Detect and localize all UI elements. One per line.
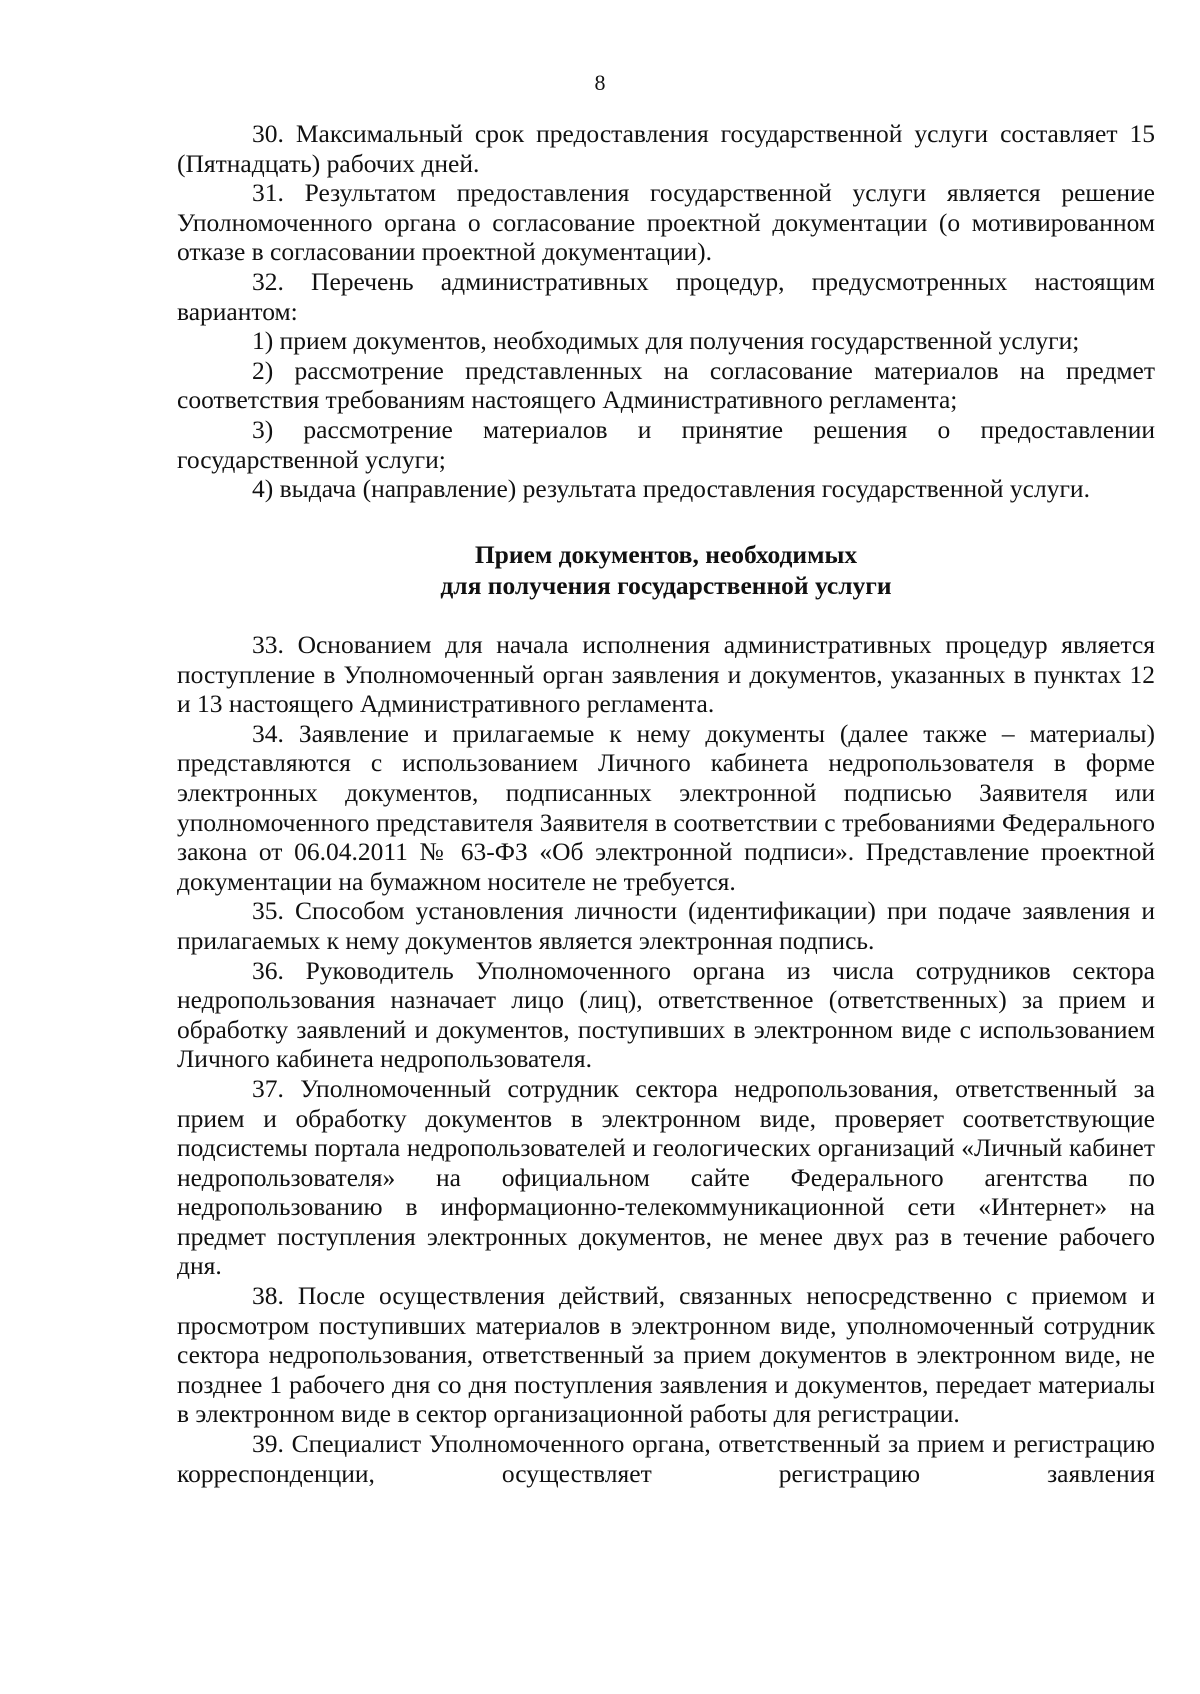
list-item-1: 1) прием документов, необходимых для получения государственной услуги;: [252, 326, 1080, 356]
section-heading-line-2: для получения государственной услуги: [440, 571, 892, 600]
section-heading: [177, 539, 1155, 601]
paragraph-38: 38. После осуществления действий, связанных непосредственно с приемом и просмотром поступивших материалов в электронном виде, уполномоченный сотрудник сектора недропользования, ответственный за прием документов в электронном виде, не позднее 1 рабочего дня со дня поступления заявления и документов, передает материалы в электронном виде в сектор организационной работы для регистрации.: [177, 1281, 1155, 1429]
paragraph-36: 36. Руководитель Уполномоченного органа из числа сотрудников сектора недропользования назначает лицо (лиц), ответственное (ответственных) за прием и обработку заявлений и документов, поступивших в электронном виде с использованием Личного кабинета недропользователя.: [177, 955, 1155, 1074]
paragraph-39: 39. Специалист Уполномоченного органа, ответственный за прием и регистрацию корреспонденции, осуществляет регистрацию заявления: [177, 1429, 1155, 1488]
procedure-paragraphs: [177, 119, 1155, 504]
paragraph-35: 35. Способом установления личности (идентификации) при подаче заявления и прилагаемых к нему документов является электронная подпись.: [177, 896, 1155, 955]
list-item-3: 3) рассмотрение материалов и принятие решения о предоставлении государственной услуги;: [177, 414, 1155, 474]
list-item-2: 2) рассмотрение представленных на согласование материалов на предмет соответствия требованиям настоящего Административного регламента;: [177, 355, 1155, 415]
section-heading-line-1: Прием документов, необходимых: [474, 540, 858, 569]
list-item-4: 4) выдача (направление) результата предоставления государственной услуги.: [252, 474, 1090, 504]
paragraph-32: 32. Перечень административных процедур, предусмотренных настоящим вариантом:: [177, 266, 1155, 326]
reception-paragraphs: [177, 630, 1155, 1488]
paragraph-34: 34. Заявление и прилагаемые к нему документы (далее также – материалы) представляются с использованием Личного кабинета недропользователя в форме электронных документов, подписанных электронной подписью Заявителя или уполномоченного представителя Заявителя в соответствии с требованиями Федерального закона от 06.04.2011 № 63-ФЗ «Об электронной подписи». Представление проектной документации на бумажном носителе не требуется.: [177, 718, 1155, 896]
paragraph-37: 37. Уполномоченный сотрудник сектора недропользования, ответственный за прием и обработку документов в электронном виде, проверяет соответствующие подсистемы портала недропользователей и геологических организаций «Личный кабинет недропользователя» на официальном сайте Федерального агентства по недропользованию в информационно-телекоммуникационной сети «Интернет» на предмет поступления электронных документов, не менее двух раз в течение рабочего дня.: [177, 1073, 1155, 1281]
paragraph-33: 33. Основанием для начала исполнения административных процедур является поступление в Уполномоченный орган заявления и документов, указанных в пунктах 12 и 13 настоящего Административного регламента.: [177, 630, 1155, 719]
paragraph-30: 30. Максимальный срок предоставления государственной услуги составляет 15 (Пятнадцать) рабочих дней.: [177, 119, 1155, 178]
paragraph-31: 31. Результатом предоставления государственной услуги является решение Уполномоченного органа о согласование проектной документации (о мотивированном отказе в согласовании проектной документации).: [177, 178, 1155, 267]
page-number: 8: [594, 70, 606, 95]
